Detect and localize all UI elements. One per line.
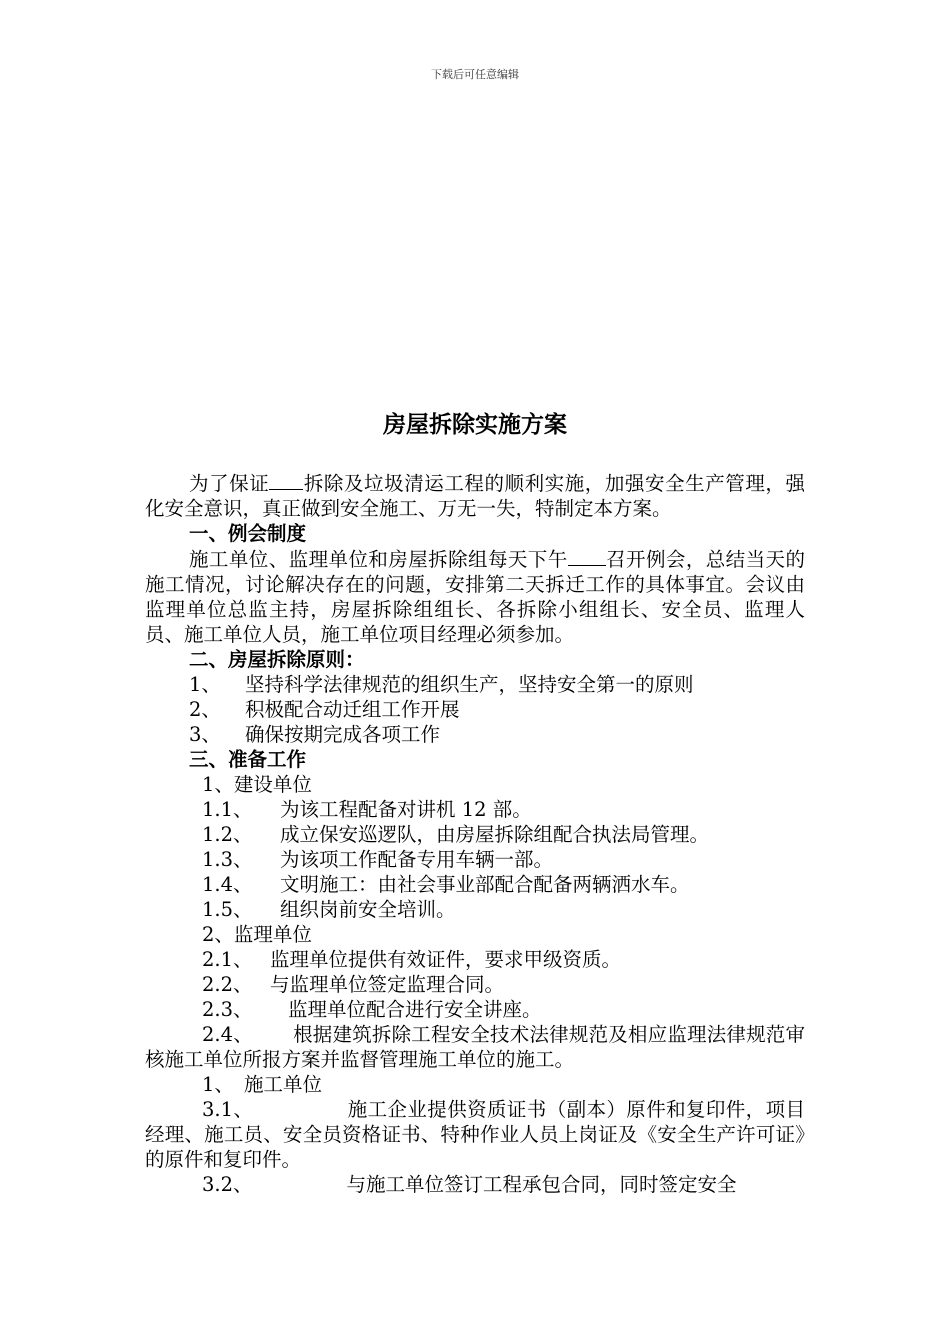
subsection-number: 1、 <box>202 1073 234 1096</box>
task-item <box>145 947 805 972</box>
task-number: 1.2、 <box>202 823 253 846</box>
task-number: 2.4、 <box>202 1023 253 1046</box>
blank-project-name <box>269 470 303 490</box>
task-number: 1.1、 <box>202 798 253 821</box>
subsection-contractor-unit <box>145 1072 805 1097</box>
task-number: 2.3、 <box>202 998 253 1021</box>
task-text: 组织岗前安全培训。 <box>280 898 456 921</box>
task-number: 2.2、 <box>202 973 253 996</box>
intro-text-before: 为了保证 <box>189 472 270 495</box>
intro-paragraph <box>145 470 805 521</box>
document-title: 房屋拆除实施方案 <box>383 411 567 438</box>
task-text: 监理单位配合进行安全讲座。 <box>288 998 542 1021</box>
task-text: 文明施工：由社会事业部配合配备两辆洒水车。 <box>280 873 690 896</box>
task-item <box>145 847 805 872</box>
task-text: 监理单位提供有效证件，要求甲级资质。 <box>270 948 622 971</box>
task-text: 为该项工作配备专用车辆一部。 <box>280 848 554 871</box>
principle-item <box>145 697 805 722</box>
principle-item <box>145 722 805 747</box>
principle-text: 确保按期完成各项工作 <box>245 723 441 746</box>
task-number: 3.1、 <box>202 1098 254 1121</box>
section1-text-before: 施工单位、监理单位和房屋拆除组每天下午 <box>189 548 568 571</box>
task-text: 施工企业提供资质证书（副本）原件和复印件，项目经理、施工员、安全员资格证书、特种作业人员上岗证及《安全生产许可证》的原件和复印件。 <box>145 1098 805 1171</box>
task-number: 1.5、 <box>202 898 253 921</box>
section1-text-after: 召开例会，总结当天的施工情况，讨论解决存在的问题，安排第二天拆迁工作的具体事宜。会议由监理单位总监主持，房屋拆除组组长、各拆除小组组长、安全员、监理人员、施工单位人员，施工单位项目经理必须参加。 <box>145 548 805 646</box>
task-item <box>145 997 805 1022</box>
principle-number: 2、 <box>189 698 221 721</box>
header-note: 下载后可任意编辑 <box>431 68 519 81</box>
task-number: 1.3、 <box>202 848 253 871</box>
task-text: 成立保安巡逻队，由房屋拆除组配合执法局管理。 <box>280 823 710 846</box>
blank-meeting-time <box>568 546 606 566</box>
section1-heading: 一、例会制度 <box>189 522 307 545</box>
task-item <box>145 797 805 822</box>
task-item <box>145 822 805 847</box>
subsection-supervision-unit: 2、监理单位 <box>202 923 312 946</box>
task-number: 3.2、 <box>202 1173 253 1196</box>
principle-number: 1、 <box>189 673 221 696</box>
section3-heading: 三、准备工作 <box>189 748 307 771</box>
task-text: 与监理单位签定监理合同。 <box>270 973 505 996</box>
intro-text-after: 拆除及垃圾清运工程的顺利实施，加强安全生产管理，强化安全意识，真正做到安全施工、万无一失，特制定本方案。 <box>145 472 805 520</box>
task-item <box>145 897 805 922</box>
task-item-wrapped <box>145 1022 805 1072</box>
principle-item <box>145 672 805 697</box>
task-number: 1.4、 <box>202 873 253 896</box>
task-text: 与施工单位签订工程承包合同，同时签定安全 <box>346 1173 737 1196</box>
section1-paragraph <box>145 546 805 647</box>
task-item <box>145 972 805 997</box>
principle-number: 3、 <box>189 723 221 746</box>
principle-text: 积极配合动迁组工作开展 <box>245 698 460 721</box>
task-item-wrapped <box>145 1172 805 1197</box>
task-item <box>145 872 805 897</box>
subsection-construction-unit: 1、建设单位 <box>202 773 312 796</box>
task-text: 根据建筑拆除工程安全技术法律规范及相应监理法律规范审核施工单位所报方案并监督管理施工单位的施工。 <box>145 1023 805 1071</box>
task-text: 为该工程配备对讲机 12 部。 <box>280 798 532 821</box>
section2-heading: 二、房屋拆除原则： <box>189 648 365 671</box>
task-number: 2.1、 <box>202 948 253 971</box>
document-body <box>145 470 805 1197</box>
task-item-wrapped <box>145 1097 805 1172</box>
principle-text: 坚持科学法律规范的组织生产，坚持安全第一的原则 <box>245 673 694 696</box>
subsection-label: 施工单位 <box>244 1073 323 1096</box>
